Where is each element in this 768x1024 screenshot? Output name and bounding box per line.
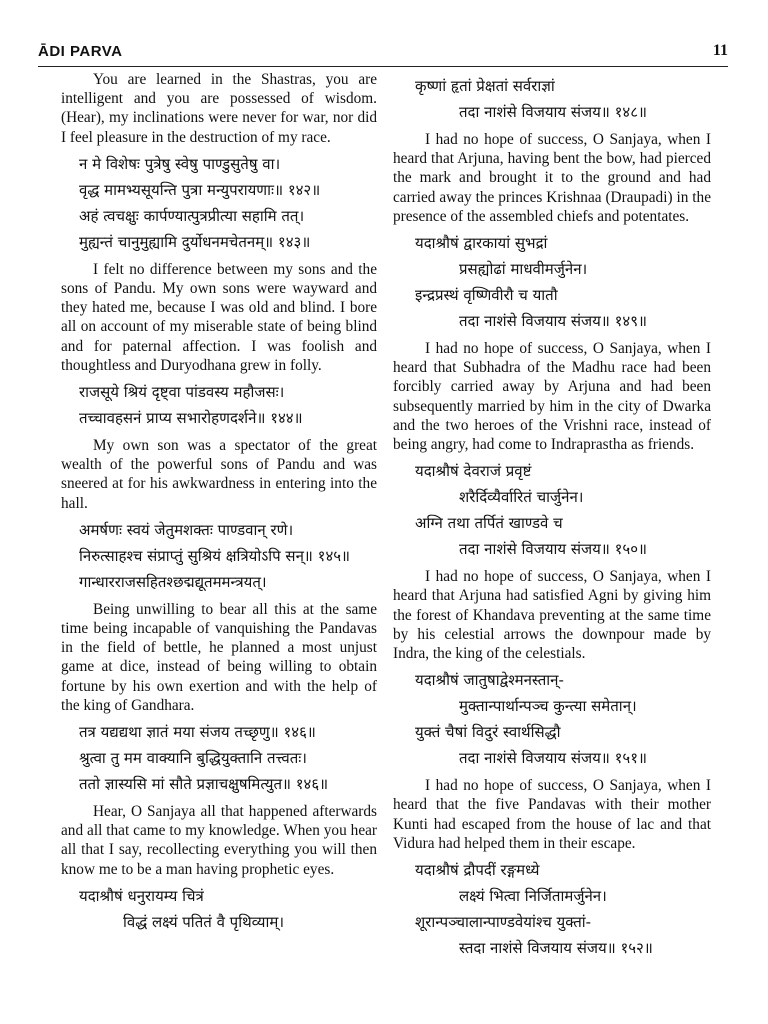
verse-line: तदा नाशंसे विजयाय संजय॥ १४९॥ (459, 312, 648, 331)
sanskrit-verse (61, 883, 377, 935)
verse-line: कृष्णां हृतां प्रेक्षतां सर्वराज्ञां (415, 77, 555, 95)
translation-paragraph: Hear, O Sanjaya all that happened afterwards and all that came to my knowledge. When you hear all that I say, recollecting everything you will then know me to be a man having prophetic eyes. (61, 803, 377, 878)
page-number: 11 (712, 42, 728, 59)
sanskrit-verse (61, 379, 377, 431)
sanskrit-verse (393, 458, 711, 562)
translation-paragraph: Being unwilling to bear all this at the same time being incapable of vanquishing the Pandavas in the field of bettle, he planned a most unjust game at dice, instead of being willing to obtain fortune by his own exertion and with the help of the king of Gandhara. (61, 600, 377, 714)
verse-line: वृद्ध मामभ्यसूयन्ति पुत्रा मन्युपरायणाः॥ १४२॥ (79, 180, 321, 199)
translation-paragraph: I had no hope of success, O Sanjaya, when I heard that the five Pandavas with their mother Kunti had escaped from the house of lac and that Vidura had helped them in their escape. (393, 777, 711, 852)
verse-line: यदाश्रौषं देवराजं प्रवृष्टं (415, 462, 532, 481)
verse-line: गान्धारराजसहितश्छद्मद्यूतममन्त्रयत्। (79, 572, 267, 591)
page-header (38, 36, 728, 67)
verse-line: शूरान्पञ्चालान्पाण्डवेयांश्च युक्तां- (415, 913, 592, 932)
verse-line: अग्नि तथा तर्पितं खाण्डवे च (415, 514, 563, 533)
verse-line: राजसूये श्रियं दृष्ट्वा पांडवस्य महौजसः। (79, 383, 285, 402)
sanskrit-verse (61, 151, 377, 255)
translation-paragraph: I had no hope of success, O Sanjaya, when I heard that Arjuna had satisfied Agni by giving him the forest of Khandava preventing at the same time by his celestial arrows the downpour made by Indra, the king of the celestials. (393, 568, 711, 663)
left-column (61, 70, 377, 940)
verse-line: श्रुत्वा तु मम वाक्यानि बुद्धियुक्तानि तत्त्वतः। (79, 749, 307, 768)
verse-line: शरैर्दिव्यैर्वारितं चार्जुनेन। (459, 488, 584, 507)
verse-line: यदाश्रौषं धनुरायम्य चित्रं (79, 886, 204, 905)
sanskrit-verse (393, 857, 711, 961)
verse-line: यदाश्रौषं द्रौपदीं रङ्गमध्ये (415, 861, 540, 880)
verse-line: यदाश्रौषं जातुषाद्वेश्मनस्तान्- (415, 671, 564, 690)
verse-line: अहं त्वचक्षुः कार्पण्यात्पुत्रप्रीत्या सहामि तत्। (79, 206, 305, 225)
verse-line: निरुत्साहश्च संप्राप्तुं सुश्रियं क्षत्रियोऽपि सन्॥ १४५॥ (79, 546, 351, 565)
verse-line: तदा नाशंसे विजयाय संजय॥ १५१॥ (459, 749, 648, 768)
verse-line: मुक्तान्पार्थान्पञ्च कुन्त्या समेतान्। (459, 697, 637, 716)
translation-paragraph: My own son was a spectator of the great wealth of the powerful sons of Pandu and was sneered at for his awkwardness in entering into the hall. (61, 437, 377, 512)
verse-line: प्रसह्योढां माधवीमर्जुनेन। (459, 260, 588, 279)
translation-paragraph: You are learned in the Shastras, you are intelligent and you are possessed of wisdom. (Hear), my inclinations were never for war, nor did I feel pleasure in the destruction of my race. (61, 71, 377, 146)
verse-line: युक्तं चैषां विदुरं स्वार्थसिद्धौ (415, 723, 561, 742)
verse-line: स्तदा नाशंसे विजयाय संजय॥ १५२॥ (459, 939, 653, 958)
verse-line: तदा नाशंसे विजयाय संजय॥ १४८॥ (459, 103, 648, 121)
sanskrit-verse (61, 719, 377, 797)
verse-line: न मे विशेषः पुत्रेषु स्वेषु पाण्डुसुतेषु वा। (79, 154, 281, 173)
sanskrit-verse (393, 230, 711, 334)
sanskrit-verse (393, 667, 711, 771)
verse-line: लक्ष्यं भित्वा निर्जितामर्जुनेन। (459, 887, 607, 906)
running-head: ĀDI PARVA (38, 43, 123, 60)
verse-line: तच्चावहसनं प्राप्य सभारोहणदर्शने॥ १४४॥ (79, 409, 303, 428)
translation-paragraph: I had no hope of success, O Sanjaya, when I heard that Subhadra of the Madhu race had been forcibly carried away by Arjuna and had been subsequently married by him in the city of Dwarka and the two heroes of the Vrishni race, instead of being angry, had come to Indraprastha as friends. (393, 340, 711, 454)
verse-line: ततो ज्ञास्यसि मां सौते प्रज्ञाचक्षुषमित्युत॥ १४६॥ (79, 775, 329, 794)
verse-line: तदा नाशंसे विजयाय संजय॥ १५०॥ (459, 540, 648, 559)
verse-line: तत्र यद्यद्यथा ज्ञातं मया संजय तच्छृणु॥ १४६॥ (79, 723, 316, 742)
verse-line: अमर्षणः स्वयं जेतुमशक्तः पाण्डवान् रणे। (79, 520, 294, 539)
translation-paragraph: I felt no difference between my sons and the sons of Pandu. My own sons were wayward and they hated me, because I was old and blind. I bore all on account of my miserable state of being blind and for paternal affection. I was foolish and thoughtless and Duryodhana grew in folly. (61, 260, 377, 374)
verse-line: मुह्यन्तं चानुमुह्यामि दुर्योधनमचेतनम्॥ १४३॥ (79, 232, 311, 251)
verse-line: इन्द्रप्रस्थं वृष्णिवीरौ च यातौ (415, 286, 558, 305)
verse-line: यदाश्रौषं द्वारकायां सुभद्रां (415, 234, 548, 253)
sanskrit-verse (393, 73, 711, 125)
sanskrit-verse (61, 517, 377, 595)
translation-paragraph: I had no hope of success, O Sanjaya, when I heard that Arjuna, having bent the bow, had pierced the mark and brought it to the ground and had carried away the princes Krishnaa (Draupadi) in the presence of the assembled chiefs and potentates. (393, 131, 711, 225)
verse-line: विद्धं लक्ष्यं पतितं वै पृथिव्याम्। (123, 912, 285, 931)
right-column (393, 70, 711, 966)
